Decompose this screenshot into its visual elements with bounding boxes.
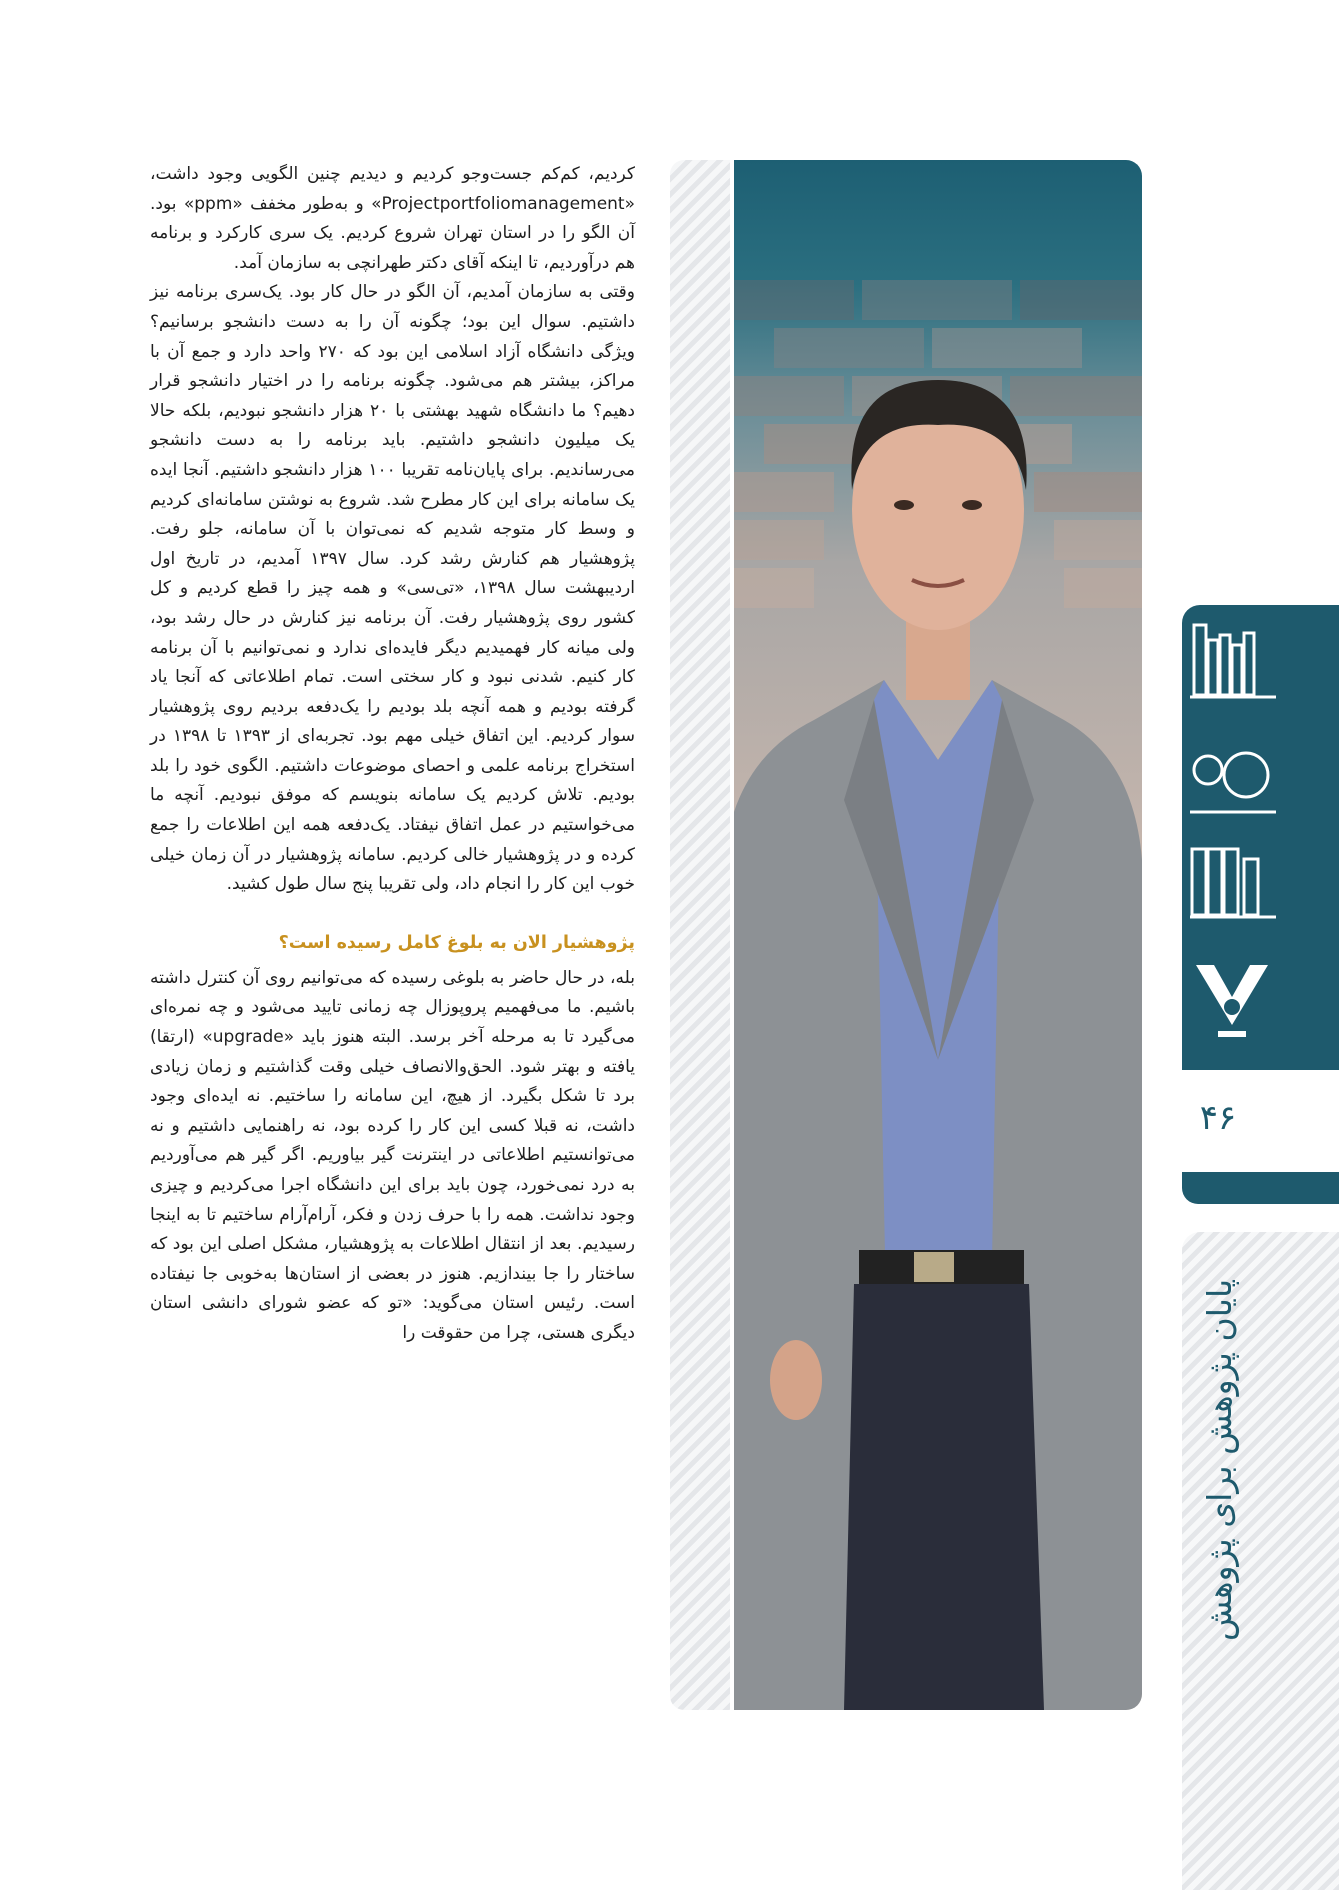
question-heading: پژوهشیار الان به بلوغ کامل رسیده است؟ [278, 932, 635, 953]
article-body [150, 160, 635, 1349]
university-logo-icon [1188, 955, 1276, 1055]
bookshelf-icon [1188, 615, 1276, 715]
section-title: پایان پژوهش برای پژوهش [1200, 1278, 1239, 1642]
sidebar-bar [1182, 1172, 1339, 1204]
portrait-photo [734, 160, 1142, 1710]
decorative-stripe [670, 160, 730, 1710]
books-icon [1188, 835, 1276, 935]
article-paragraph: وقتی به سازمان آمدیم، آن الگو در حال کار بود. یک‌سری برنامه نیز داشتیم. سوال این بود؛ چگونه آن را به دست دانشجو برسانیم؟ ویژگی دانشگاه آزاد اسلامی این بود که ۲۷۰ واحد دارد و جمع آن با مراکز، بیشتر هم می‌شود. چگونه برنامه را در اختیار دانشجو قرار دهیم؟ ما دانشگاه شهید بهشتی با ۲۰ هزار دانشجو نبودیم، بلکه حالا یک میلیون دانشجو داشتیم. باید برنامه را به دست دانشجو می‌رساندیم. برای پایان‌نامه تقریبا ۱۰۰ هزار دانشجو داشتیم. آنجا ایده یک سامانه برای این کار مطرح شد. شروع به نوشتن سامانه‌ای کردیم و وسط کار متوجه شدیم که نمی‌توان با آن سامانه، جلو رفت. پژوهشیار هم کنارش رشد کرد. سال ۱۳۹۷ آمدیم، در تاریخ اول اردیبهشت سال ۱۳۹۸، «تی‌سی» و همه چیز را قطع کردیم و کل کشور روی پژوهشیار رفت. آن برنامه نیز کنارش در حال رشد بود، ولی میانه کار فهمیدیم دیگر فایده‌ای ندارد و نمی‌توانیم با آن برنامه کار کنیم. شدنی نبود و کار سختی است. تمام اطلاعاتی که آنجا یاد گرفته بودیم و همه آنچه بلد بودیم را یک‌دفعه بردیم روی پژوهشیار سوار کردیم. این اتفاق خیلی مهم بود. تجربه‌ای از ۱۳۹۳ تا ۱۳۹۸ در استخراج برنامه علمی و احصای موضوعات داشتیم. الگوی خود را بلد بودیم. تلاش کردیم یک سامانه بنویسم که موفق نبودیم. آنچه ما می‌خواستیم در عمل اتفاق نیفتاد. یک‌دفعه همه این اطلاعات را جمع کرده و در پژوهشیار خالی کردیم. سامانه پژوهشیار در آن زمان خیلی خوب این کار را انجام داد، ولی تقریبا پنج سال طول کشید. [150, 282, 636, 895]
ornament-icon [1188, 730, 1276, 830]
page-number: ۴۶ [1199, 1098, 1237, 1138]
person-photo-illustration [734, 160, 1142, 1710]
article-paragraph: کردیم، کم‌کم جست‌وجو کردیم و دیدیم چنین الگویی وجود داشت، «Projectportfoliomanagement» و به‌طور مخفف «ppm» بود. آن الگو را در استان تهران شروع کردیم. یک سری کارکرد و برنامه هم درآوردیم، تا اینکه آقای دکتر طهرانچی به سازمان آمد. [150, 164, 635, 273]
article-paragraph: بله، در حال حاضر به بلوغی رسیده که می‌توانیم روی آن کنترل داشته باشیم. ما می‌فهمیم پروپوزال چه زمانی تایید می‌شود و چه نمره‌ای می‌گیرد تا به مرحله آخر برسد. البته هنوز باید «upgrade» (ارتقا) یافته و بهتر شود. الحق‌والانصاف خیلی وقت گذاشتیم و زمان زیادی برد تا شکل بگیرد. از هیچ، این سامانه را ساختیم. نه ایده‌ای وجود داشت، نه قبلا کسی این کار را کرده بود، نه راهنمایی داشتیم و نه می‌توانستیم اطلاعاتی در اینترنت گیر بیاوریم. اگر گیر هم می‌آوردیم به درد نمی‌خورد، چون باید برای این دانشگاه اجرا می‌کردیم و چیزی وجود نداشت. همه را با حرف زدن و فکر، آرام‌آرام ساختیم تا به اینجا رسیدیم. بعد از انتقال اطلاعات به پژوهشیار، مشکل اصلی این بود که ساختار را جا بیندازیم. هنوز در بعضی از استان‌ها به‌خوبی جا نیفتاده است. رئیس استان می‌گوید: «تو که عضو شورای دانشی استان دیگری هستی، چرا من حقوقت را [150, 967, 636, 1343]
